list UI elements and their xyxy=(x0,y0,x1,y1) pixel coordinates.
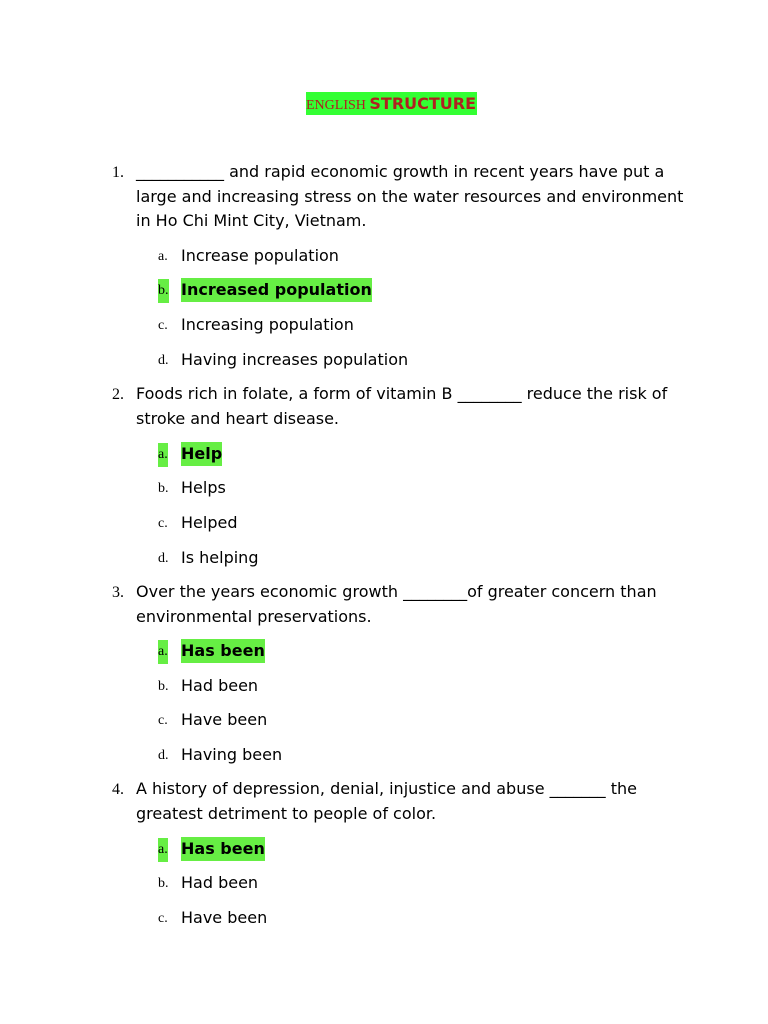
option-2b[interactable] xyxy=(0,476,768,500)
document-title xyxy=(306,92,477,115)
option-letter: b. xyxy=(158,279,169,303)
option-letter: c. xyxy=(158,911,168,926)
option-letter: a. xyxy=(158,443,168,467)
option-3b[interactable] xyxy=(0,674,768,698)
title-structure: STRUCTURE xyxy=(369,94,477,113)
option-letter: d. xyxy=(158,551,169,566)
question-text: A history of depression, denial, injustice and abuse _______ the greatest detriment to people of color. xyxy=(136,779,637,823)
option-text: Helps xyxy=(181,478,226,497)
option-3c[interactable] xyxy=(0,708,768,732)
option-text: Increasing population xyxy=(181,315,354,334)
option-letter: d. xyxy=(158,353,169,368)
option-letter: b. xyxy=(158,481,169,496)
option-text: Is helping xyxy=(181,548,259,567)
option-text: Had been xyxy=(181,873,259,892)
option-4b[interactable] xyxy=(0,871,768,895)
option-text: Helped xyxy=(181,513,238,532)
option-letter: a. xyxy=(158,640,168,664)
option-letter: a. xyxy=(158,838,168,862)
option-4a[interactable] xyxy=(0,837,768,861)
question-number: 1. xyxy=(112,164,124,181)
option-2c[interactable] xyxy=(0,511,768,535)
option-2a[interactable] xyxy=(0,442,768,466)
title-english: ENGLISH xyxy=(306,98,370,113)
question-number: 4. xyxy=(112,781,124,798)
question-text: ___________ and rapid economic growth in recent years have put a large and increasing stress on the water resources and environment in Ho Chi Mint City, Vietnam. xyxy=(136,162,684,230)
question-text: Over the years economic growth ________of greater concern than environmental preservations. xyxy=(136,582,657,626)
option-letter: b. xyxy=(158,679,169,694)
option-text: Increase population xyxy=(181,246,339,265)
option-letter: c. xyxy=(158,713,168,728)
option-letter: a. xyxy=(158,249,168,264)
option-letter: c. xyxy=(158,318,168,333)
option-text: Have been xyxy=(181,908,268,927)
option-text: Increased population xyxy=(181,278,372,302)
option-1d[interactable] xyxy=(0,348,768,372)
option-letter: d. xyxy=(158,748,169,763)
option-1b[interactable] xyxy=(0,278,768,302)
option-letter: c. xyxy=(158,516,168,531)
question-number: 2. xyxy=(112,386,124,403)
option-text: Has been xyxy=(181,639,265,663)
option-text: Having been xyxy=(181,745,283,764)
option-3d[interactable] xyxy=(0,743,768,767)
option-text: Had been xyxy=(181,676,259,695)
question-number: 3. xyxy=(112,584,124,601)
question-text: Foods rich in folate, a form of vitamin B ________ reduce the risk of stroke and heart disease. xyxy=(136,384,668,428)
option-letter: b. xyxy=(158,876,169,891)
option-text: Have been xyxy=(181,710,268,729)
option-text: Has been xyxy=(181,837,265,861)
option-1a[interactable] xyxy=(0,244,768,268)
option-4c[interactable] xyxy=(0,906,768,930)
option-1c[interactable] xyxy=(0,313,768,337)
option-text: Having increases population xyxy=(181,350,409,369)
option-3a[interactable] xyxy=(0,639,768,663)
option-2d[interactable] xyxy=(0,546,768,570)
option-text: Help xyxy=(181,442,222,466)
